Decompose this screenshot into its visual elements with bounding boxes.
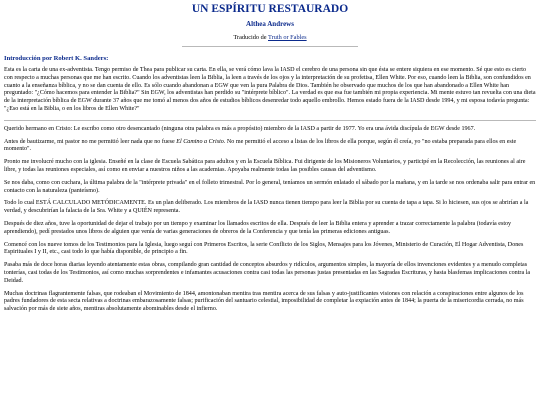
book-title: El Camino a Cristo — [176, 138, 224, 145]
letter-paragraph-9: Muchas doctrinas flagrantemente falsas, que rodeaban el Movimiento de 1844, amontonaban mentira tras mentira acerca de sus falsas y auto-justificantes visiones con relación a conspiraciones entre algunos de los padres fundadores de esta secta relativas a doctrinas embarazosamente falsas; purificación del santuario celestial, imposibilidad de completar la expiación antes de 1844; la puerta de la misericordia cerrada, no más salvación por más de siete años, mentiras absolutamente abominables desde el infierno. — [4, 290, 524, 313]
translation-credit — [4, 34, 536, 42]
letter-paragraph-2 — [4, 139, 536, 155]
letter-paragraph-8: Pasaba más de doce horas diarias leyendo atentamente estas obras, compilando gran cantidad de conceptos absurdos y ridículos, argumentos simples, la mayoría de ellos invenciones evidentes y a menudo completas tonterías, casi todas de los Testimonios, así como muchas sorprendentes e infamantes acusaciones contra casi todas las personas justas presentadas en las Sagradas Escrituras, y hasta blasfemas implicaciones contra la Deidad. — [4, 262, 531, 284]
letter-paragraph-5: Todo lo cual ESTÁ CALCULADO METÓDICAMENTE. Es un plan deliberado. Los miembros de la IASD nunca tienen tiempo para leer la Biblia por su cuenta de tapa a tapa. Si lo hiciesen, sus ojos se abrirían a la verdad, y descubrirían la falacia de la Sra. White y a QUIÉN representa. — [4, 200, 529, 215]
letter-paragraph-3: Pronto me involucré mucho con la iglesia. Enseñé en la clase de Escuela Sabática para adultos y en la Escuela Bíblica. Fui dirigente de los Misioneros Voluntarios, y participé en la Recolección, las reuniones al aire libre, y todas las reuniones especiales, así como en enviar a nuestros niños a las academias. Apoyaba realmente todas las posibles causas del adventismo. — [4, 159, 526, 173]
letter-paragraph-7: Comencé con los nueve tomos de los Testimonios para la Iglesia, luego seguí con Primeros Escritos, la serie Conflicto de los Siglos, Mensajes para los Jóvenes, Ministerio de Curación, El Hogar Adventista, Dones Espirituales I y II, etc., casi todo lo que había disponible, de principio a fin. — [4, 241, 524, 256]
paragraph-2-end: . No me permitió el acceso a listas de los libros de ella porque, según él creía, yo "no estaba preparada para ellos en este momento". — [4, 138, 517, 153]
paragraph-2-start: Antes de bautizarme, mi pastor no me permitió leer nada que no fuese — [4, 138, 177, 145]
header-divider — [182, 46, 358, 47]
introduction-paragraph: Esta es la carta de una ex-adventista. Tengo permiso de Thea para publicar su carta. En ella, se verá cómo lava la IASD el cerebro de una persona sin que ésta se entere siquiera en ese momento. Sé que esto es cierto con respecto a muchas personas que me han escrito. Cuando los adventistas leen la Biblia, la leen a través de los ojos y la interpretación de su profetisa, Ellen White. Por eso, cuando leen la Biblia, son confundidos en cuanto a la enseñanza bíblica, y no se dan cuenta de ello. Es sólo cuando abandonan a EGW que ven la pura Palabra de Dios. También he observado que muchos de los que han abandonado a Ellen White han preguntado: "¿Cómo hacemos para entender la Biblia?" Sin EGW, los adventistas han perdido su "intérprete bíblico". La verdad es que esa fue también mi propia experiencia. Mi mente estuvo tan revuelta con una dieta de la interpretación bíblica de EGW durante 37 años que me tomó al menos dos años de estudios bíblicos desenredar todo aquello embrollo. Hemos estado fuera de la IASD desde 1994, y mi esposa todavía pregunta: "¿Eso está en la Biblia, o en los libros de Ellen White?" — [4, 67, 536, 112]
letter-body — [4, 126, 536, 314]
author-name: Althea Andrews — [246, 20, 294, 28]
letter-paragraph-4: Se nos daba, como con cuchara, la última palabra de la "intérprete privada" en el folleto trimestral. Por lo general, teníamos un sermón enlatado el sábado por la mañana, y en la tarde se nos ordenaba salir para entrar en contacto con la naturaleza (panteísmo). — [4, 179, 536, 194]
letter-paragraph-1: Querido hermano en Cristo: Le escribo como otro desencantado (ninguna otra palabra es más a propósito) miembro de la IASD a partir de 1977. Yo era una ávida discípula de EGW desde 1967. — [4, 125, 476, 132]
translation-prefix: Traducido de — [233, 34, 269, 41]
introduction-heading: Introducción por Robert K. Sanders: — [4, 55, 109, 62]
section-divider — [4, 120, 536, 121]
source-link[interactable]: Truth or Fables — [268, 34, 307, 41]
document-title: UN ESPÍRITU RESTAURADO — [191, 3, 349, 15]
letter-paragraph-6: Después de diez años, tuve la oportunidad de dejar el trabajo por un tiempo y examinar los llamados escritos de ella. Después de leer la Biblia entera y aprender a trazar correctamente la palabra (todavía estoy aprendiendo), pedí prestados unos libros de alguien que venía de varias generaciones de obreros de la Conferencia y que tenía las primeras ediciones antiguas. — [4, 220, 512, 235]
introduction-section — [4, 55, 536, 114]
